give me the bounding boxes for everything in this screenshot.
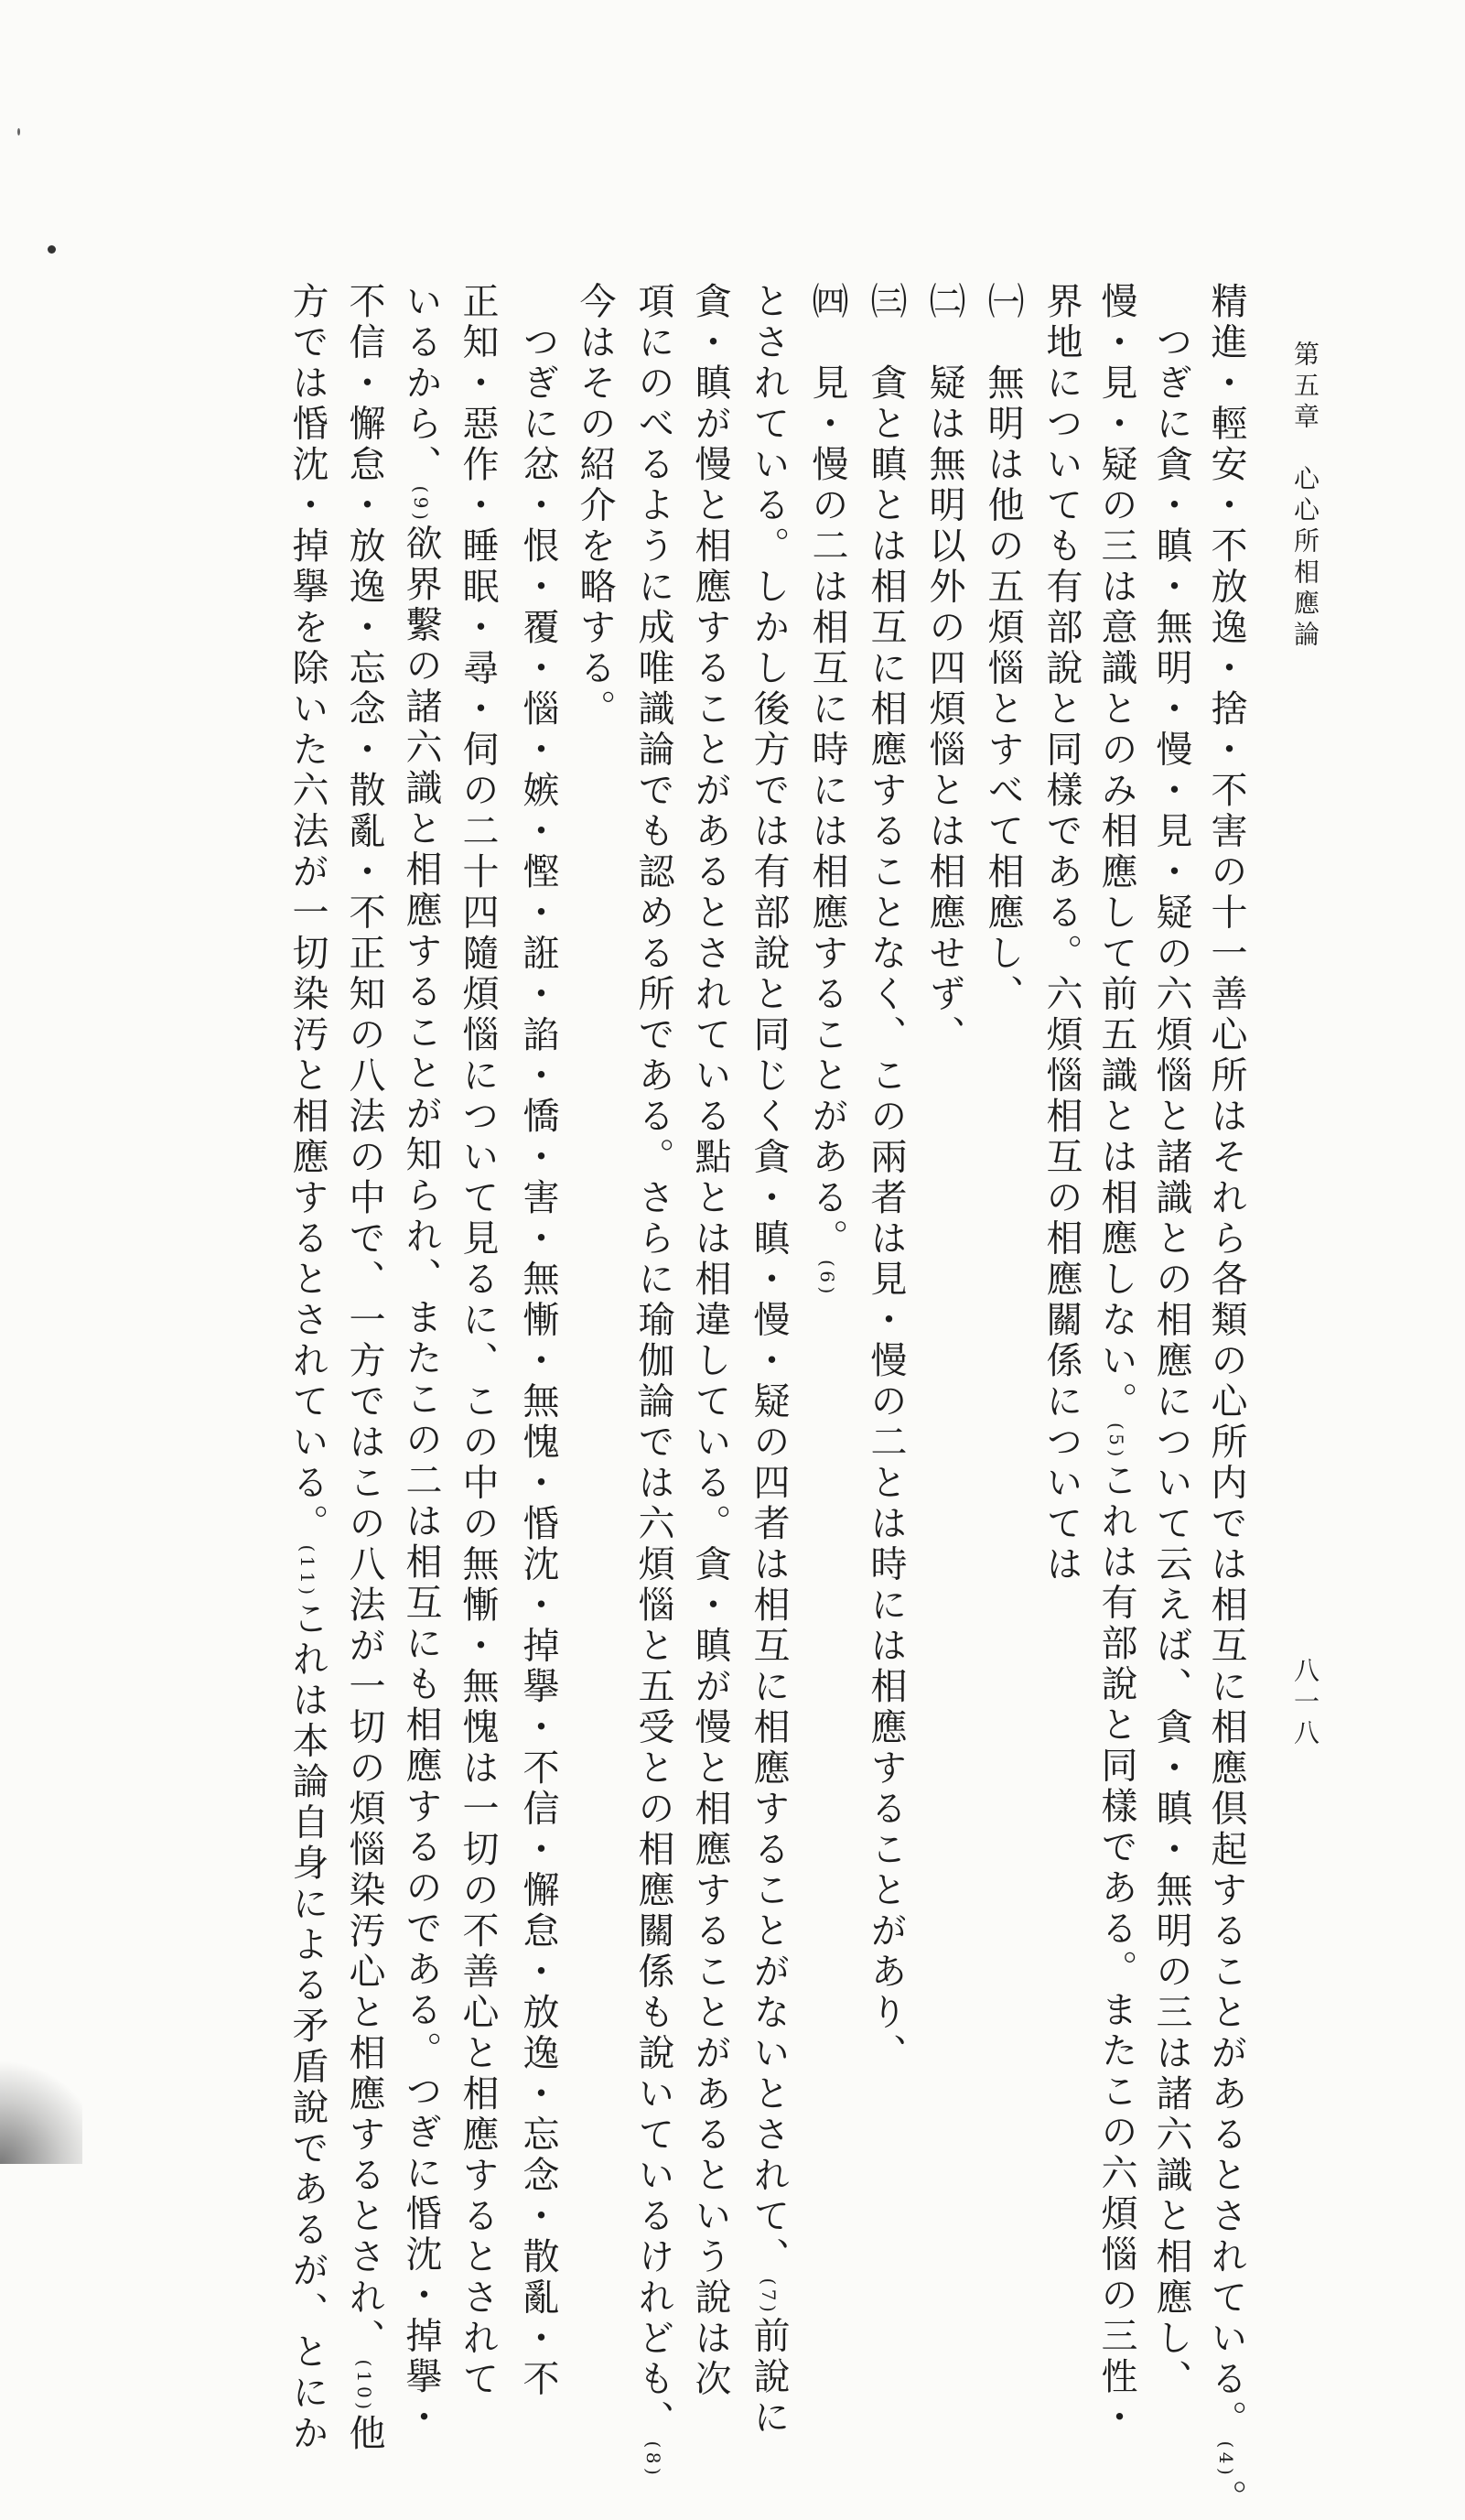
column-text: 方では惛沈・掉擧を除いた六法が一切染汚と相應するとされている。: [286, 282, 329, 1545]
column-text: いるから、: [400, 282, 442, 486]
text-column: [1095, 282, 1137, 2439]
text-column: [1150, 282, 1192, 2400]
footnote-marker: (5): [1105, 1422, 1127, 1461]
footnote-marker: (10): [353, 2359, 375, 2414]
column-text: 項にのべるように成唯識論でも認める所である。さらに瑜伽論では六煩惱と五受との相應關係も說いているけれども、: [632, 282, 674, 2441]
text-column: [865, 282, 907, 2074]
column-text: 不信・懈怠・放逸・忘念・散亂・不正知の八法の中で、一方ではこの八法が一切の煩惱染汚心と相應するとされ、: [343, 282, 385, 2360]
text-column: [574, 282, 616, 2021]
column-text: つぎに忿・恨・覆・惱・嫉・慳・誑・諂・憍・害・無慚・無愧・惛沈・掉擧・不信・懈怠・放逸・忘念・散亂・不: [517, 282, 559, 2400]
column-text-continued: 。: [1205, 2479, 1247, 2520]
scan-shading: [0, 2054, 82, 2164]
text-column: [923, 282, 965, 2021]
text-column: [689, 282, 731, 2400]
text-column: [286, 282, 329, 2455]
column-text: つぎに貪・瞋・無明・慢・見・疑の六煩惱と諸識との相應について云えば、貪・瞋・無明の三は諸六識と相應し、: [1150, 282, 1192, 2400]
column-text: 正知・惡作・睡眠・尋・伺の二十四隨煩惱について見るに、この中の無慚・無愧は一切の不善心と相應するとされて: [457, 282, 499, 2400]
column-text: ㈡ 疑は無明以外の四煩惱とは相應せず、: [923, 282, 965, 1056]
column-text-continued: 欲界繫の諸六識と相應することが知られ、またこの二は相互にも相應するのである。つぎに惛沈・掉擧・: [400, 524, 442, 2439]
column-text-continued: これは有部說と同樣である。またこの六煩惱の三性・: [1095, 1460, 1137, 2439]
column-text-continued: 他: [343, 2413, 385, 2455]
text-column: [748, 282, 790, 2439]
column-text: 精進・輕安・不放逸・捨・不害の十一善心所はそれら各類の心所内では相互に相應倶起することがあるとされている。: [1205, 282, 1247, 2441]
column-text: とされている。しかし後方では有部說と同じく貪・瞋・慢・疑の四者は相互に相應することがないとされて、: [748, 282, 790, 2278]
text-column: [806, 282, 848, 2021]
column-text: ㈠ 無明は他の五煩惱とすべて相應し、: [982, 282, 1024, 1015]
text-column: [343, 282, 385, 2455]
footnote-marker: (9): [410, 485, 432, 525]
footnote-marker: (6): [816, 1260, 838, 1298]
chapter-title: 第五章 心心所相應論: [1290, 341, 1320, 652]
column-text: ㈢ 貪と瞋とは相互に相應することなく、この兩者は見・慢の二とは時には相應することがあり、: [865, 282, 907, 2074]
text-column: [517, 282, 559, 2400]
footnote-marker: (7): [758, 2277, 780, 2317]
page-number: 八一八: [1290, 1657, 1320, 1750]
column-text: 慢・見・疑の三は意識とのみ相應して前五識とは相應しない。: [1095, 282, 1137, 1422]
text-column: [1205, 282, 1247, 2520]
text-column: [1040, 282, 1083, 2021]
text-column: [400, 282, 442, 2439]
column-text: 貪・瞋が慢と相應することがあるとされている點とは相違している。貪・瞋が慢と相應することがあるという說は次: [689, 282, 731, 2400]
column-text: 今はその紹介を略する。: [574, 282, 616, 730]
column-text-continued: 前說に: [748, 2316, 790, 2439]
scan-speck: [17, 128, 20, 135]
text-column: [632, 282, 674, 2480]
footnote-marker: (11): [296, 1544, 318, 1599]
column-text-continued: これは本論自身による矛盾說であるが、とにか: [286, 1598, 329, 2455]
scan-speck: [48, 245, 56, 254]
column-text: 界地についても有部說と同樣である。六煩惱相互の相應關係については: [1040, 282, 1083, 1585]
footnote-marker: (8): [642, 2440, 664, 2480]
column-text: ㈣ 見・慢の二は相互に時には相應することがある。: [806, 282, 848, 1260]
text-column: [982, 282, 1024, 2021]
footnote-marker: (4): [1215, 2440, 1237, 2480]
text-column: [457, 282, 499, 2400]
